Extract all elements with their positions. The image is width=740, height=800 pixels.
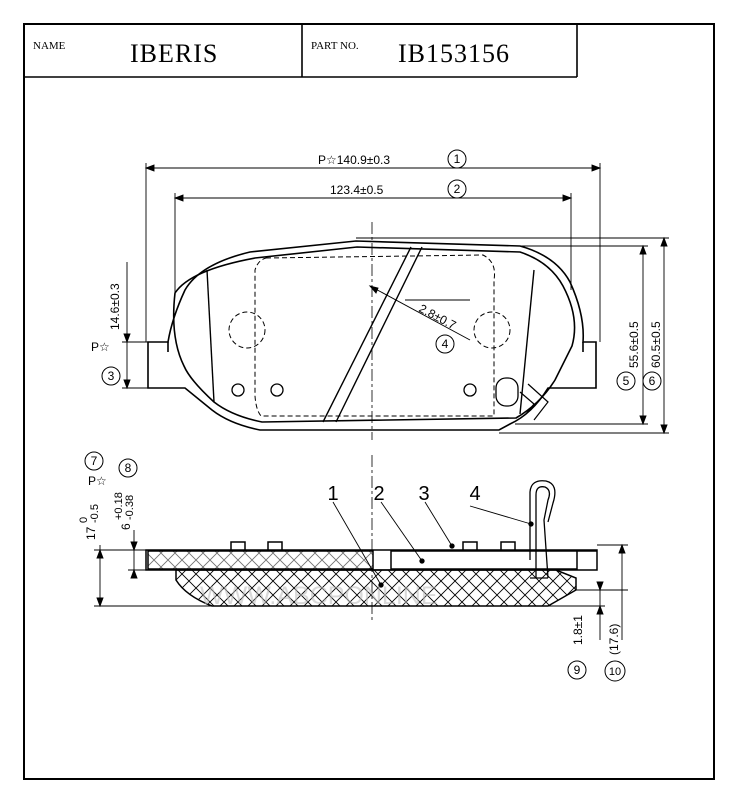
callout-2: 2: [373, 483, 385, 505]
balloon-8-label: 8: [124, 461, 132, 475]
balloon-7-label: 7: [90, 454, 98, 468]
dim-1-value: P☆140.9±0.3: [318, 153, 391, 167]
balloon-1-label: 1: [453, 152, 461, 166]
callout-4: 4: [469, 483, 481, 505]
dim-8-value: 6: [119, 523, 133, 530]
name-label: NAME: [33, 40, 66, 52]
balloon-10-label: 10: [608, 666, 622, 678]
callout-3: 3: [418, 483, 430, 505]
dim-8-marker: P☆: [88, 474, 107, 488]
chamfer-lines: [207, 247, 534, 422]
name-value: IBERIS: [130, 39, 219, 68]
part-no-label: PART NO.: [311, 40, 359, 52]
dim-3-marker: P☆: [91, 340, 110, 354]
balloon-2-label: 2: [453, 182, 461, 196]
dim-8-tol-upper: +0.18: [113, 492, 125, 520]
watermark: WWW.ABCPONLINE: [200, 582, 438, 610]
balloon-5-label: 5: [622, 374, 630, 388]
dim-7-tol-upper: 0: [78, 516, 90, 523]
dim-3-value: 14.6±0.3: [108, 283, 122, 330]
callout-1: 1: [327, 483, 339, 505]
part-no-value: IB153156: [398, 39, 510, 68]
dim-7-value: 17: [84, 526, 98, 540]
dim-9-value: 1.8±1: [571, 615, 585, 645]
mounting-holes: [232, 378, 518, 406]
dim-2-value: 123.4±0.5: [330, 183, 384, 197]
balloon-9-label: 9: [573, 663, 581, 677]
dim-7-tol-lower: -0.5: [89, 504, 101, 523]
dim-4-value: 2.8±0.7: [416, 301, 459, 333]
dim-6-value: 60.5±0.5: [649, 321, 663, 368]
balloon-6-label: 6: [648, 374, 656, 388]
dim-5-value: 55.6±0.5: [627, 321, 641, 368]
balloon-4-label: 4: [441, 337, 449, 351]
balloon-3-label: 3: [107, 369, 115, 383]
dim-10-value: (17.6): [607, 623, 621, 655]
dim-8-tol-lower: -0.38: [124, 494, 136, 520]
